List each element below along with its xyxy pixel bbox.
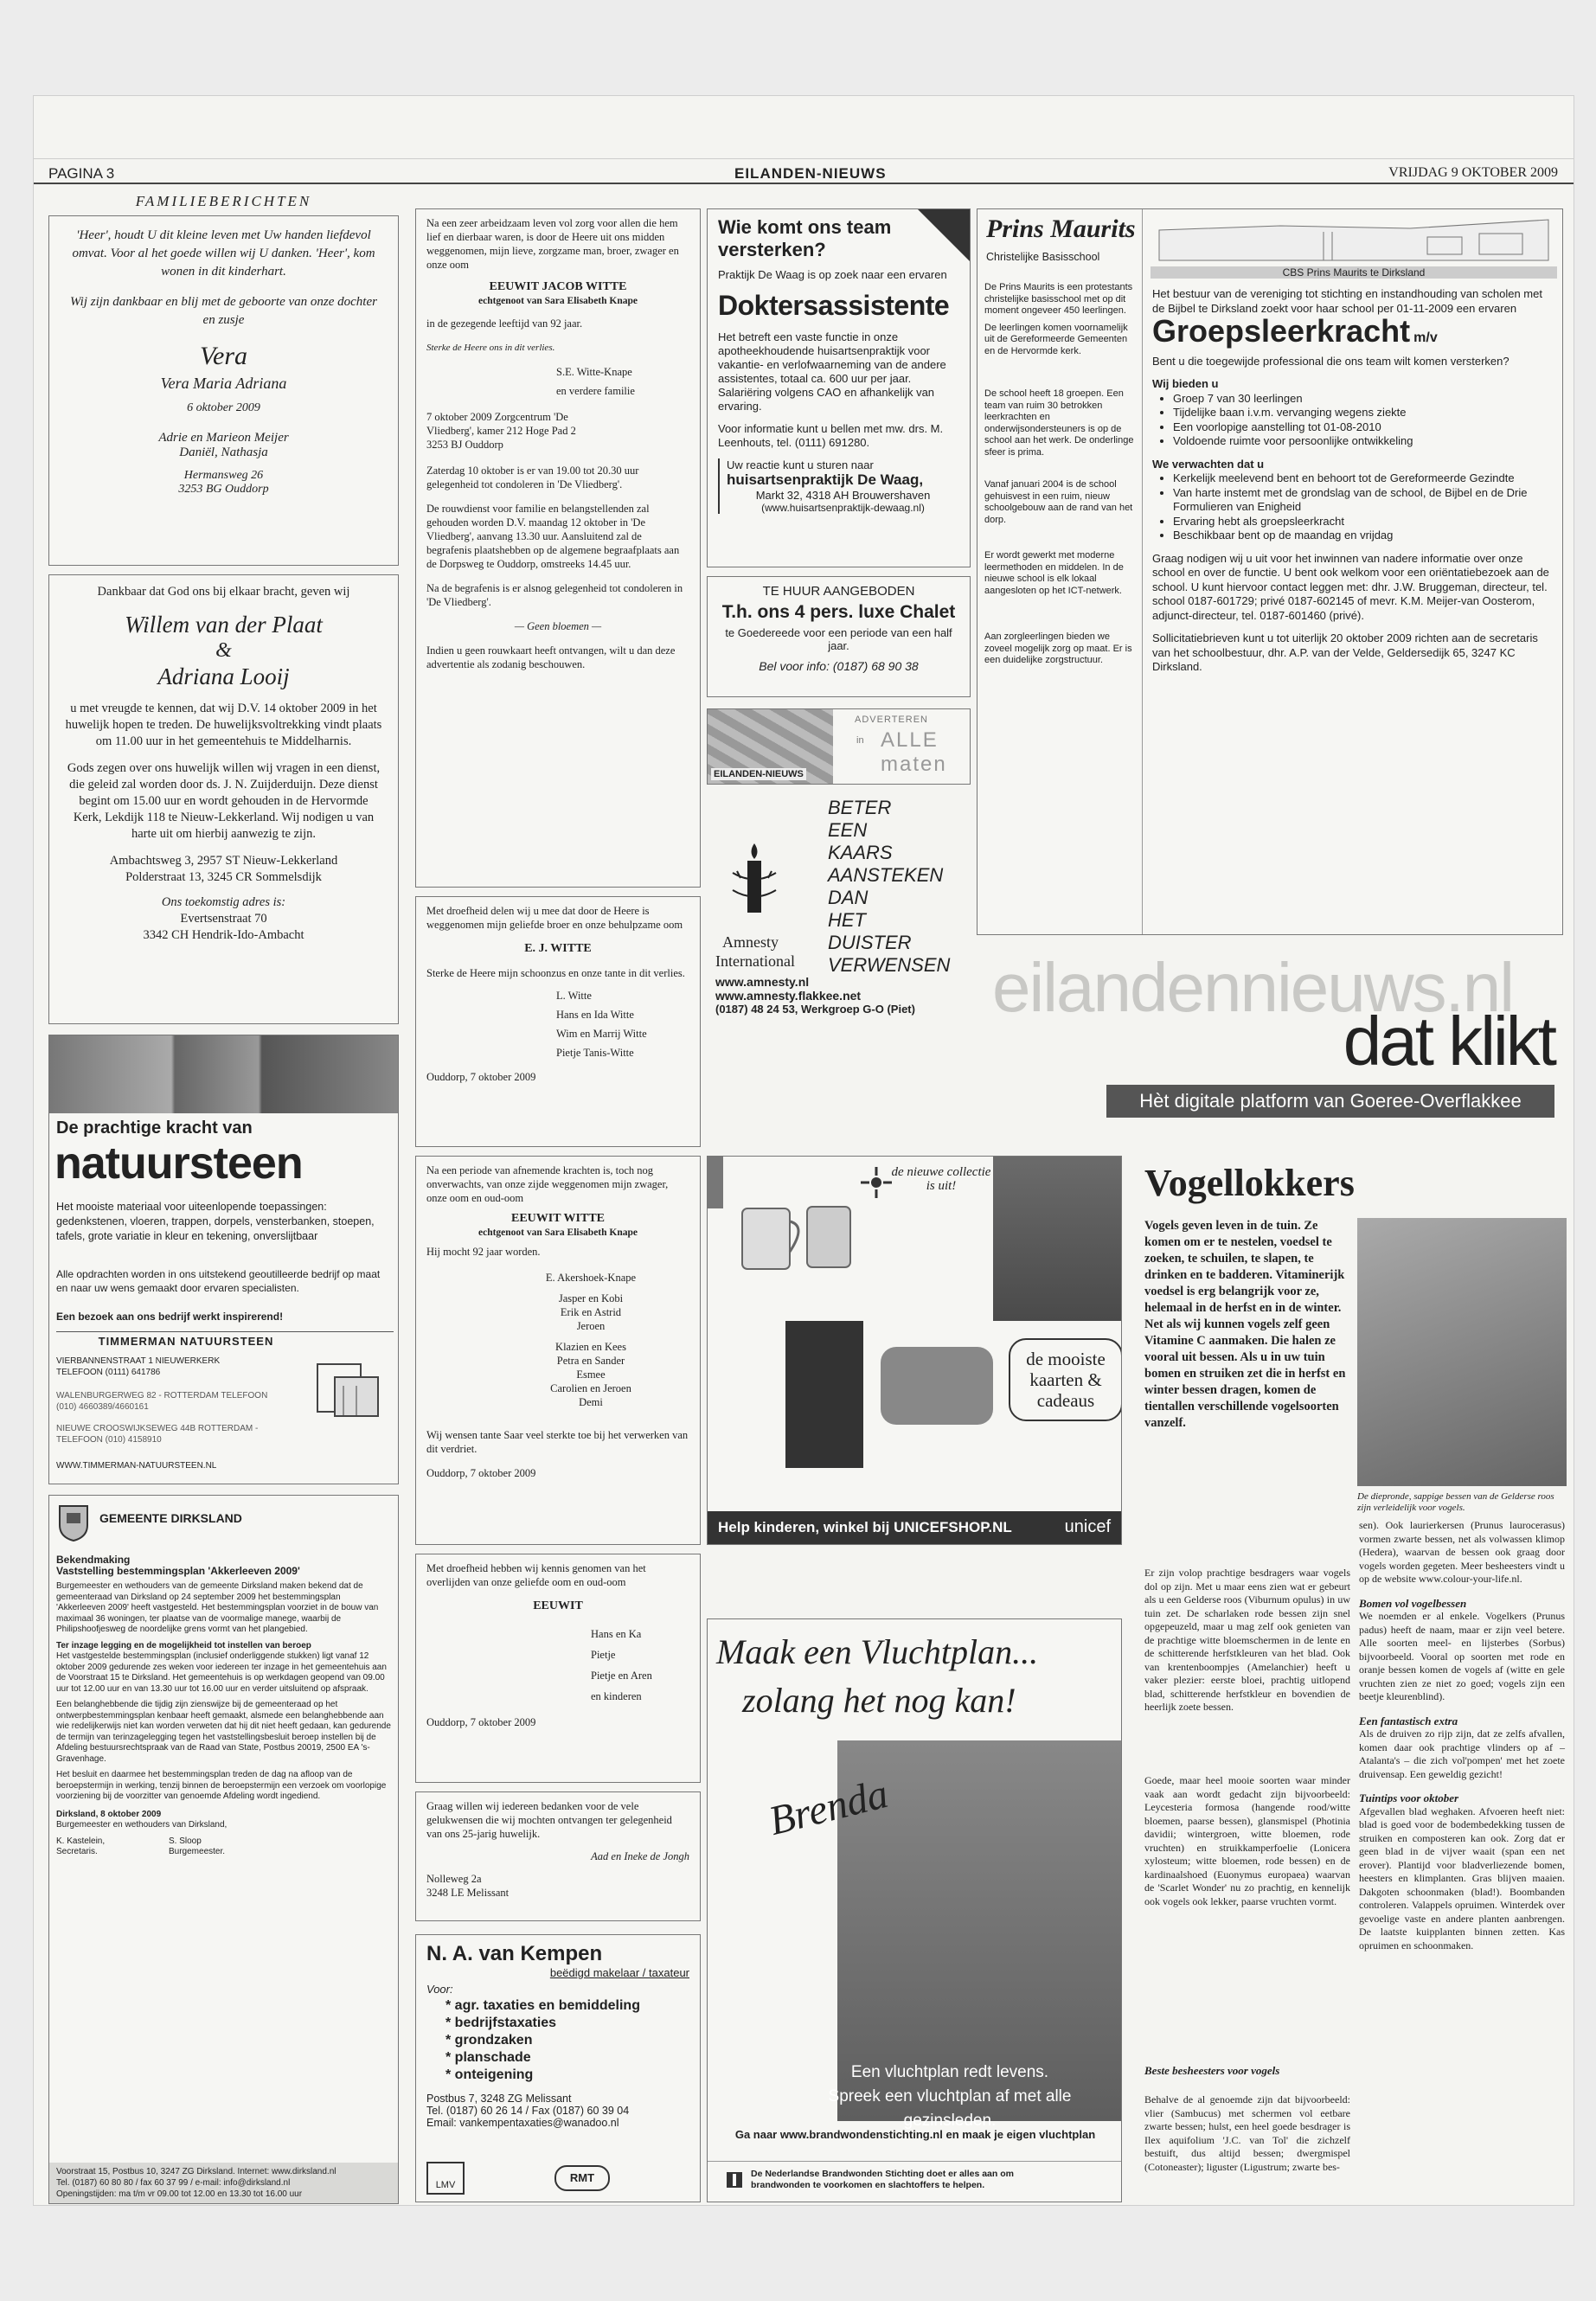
rmt-logo-text: RMT (569, 2171, 595, 2184)
waag-title: Doktersassistente (718, 290, 950, 321)
notice-p2: Het vastgestelde bestemmingsplan (inclusief onderliggende stukken) ligt vanaf 12 oktober 2009 gedurende zes weken voor iedereen ter inzage in het gemeentehuis aan de Voorstraat 15 te Dirksland. Het gemeentehuis is op werkdagen geopend van 09.00 uur tot 12.00 uur en van 13.30 uur tot 16.00 uur en verder uitsluitend op afspraak. (56, 1651, 387, 1694)
gemeente-notice (48, 1495, 399, 2204)
child-photo (993, 1157, 1122, 1321)
unicef-side-strip (708, 1157, 723, 1208)
stone-company: TIMMERMAN NATUURSTEEN (98, 1335, 274, 1348)
school-expect-list (1152, 471, 1555, 543)
wedding-text: u met vreugde te kennen, dat wij D.V. 14 oktober 2009 in het huwelijk hopen te treden. De huwelijksvoltrekking vindt plaats om 11.00 uur in het gemeentehuis te Middelharnis. (65, 702, 382, 748)
obit1-sig-2: en verdere familie (556, 385, 635, 397)
birth-city: 3253 BG Ouddorp (178, 483, 269, 496)
article-h1: Beste besheesters voor vogels (1144, 2064, 1280, 2077)
unicef-ad (707, 1156, 1122, 1545)
school-s5: Er wordt gewerkt met moderne leermethoden en middelen. In de nieuwe school is elk lokaal aangesloten op het ICT-netwerk. (984, 550, 1124, 596)
advertise-ad (707, 708, 971, 785)
expect-1: • Kerkelijk meelevend bent en behoort tot de Gereformeerde Gezindte (1173, 471, 1555, 486)
parents: Adrie en Marieon Meijer (158, 431, 289, 445)
obit3-s1: E. Akershoek-Knape (545, 1272, 637, 1284)
ampersand: & (215, 639, 232, 662)
obit4-s3: Pietje en Aren (591, 1670, 652, 1682)
amnesty-org-2: International (715, 952, 795, 970)
notice-h3: Ter inzage legging en de mogelijkheid tot instellen van beroep (56, 1640, 311, 1650)
article-p1: Er zijn volop prachtige besdragers waar vogels dol op zijn. Met u maar eens zien wat er gebeurt als u een Gelderse roos (Viburnum opulus) in uw tuin zet. De scharlaken rode bessen zijn snel opgepeuzeld, maar u mag zelf ook genieten van de prachtige witte bloemschermen in de lente en de schitterende herfstkleuren van het blad. Ook van krentenboompjes (Amelanchier) heeft u vaker plezier: eerste bloei, prachtig uitlopend blad, schitterende herfstkleur en bovendien de heerlijk zoete bessen. (1144, 1567, 1350, 1713)
future-address-label: Ons toekomstig adres is: (161, 895, 286, 909)
school-left-panel (977, 209, 1143, 934)
birth-date: 6 oktober 2009 (187, 401, 260, 414)
obit2-place: Ouddorp, 7 oktober 2009 (426, 1071, 536, 1083)
obit1-verse: Sterke de Heere ons in dit verlies. (426, 343, 555, 353)
article-p6: Als de druiven zo rijp zijn, dat ze zelfs afvallen, komen daar ook prachtige vlinders op af – Atalanta's – die zich vol'pompen' met het zoete druivensap. Een geweldig gezicht! (1359, 1727, 1565, 1780)
obit4-s1: Hans en Ka (591, 1628, 642, 1640)
stone-address-2: WALENBURGERWEG 82 - ROTTERDAM TELEFOON (010) 4660389/4660161 (56, 1391, 268, 1412)
stone-text: Het mooiste materiaal voor uiteenlopende toepassingen: gedenkstenen, vloeren, trappen, dorpels, vensterbanken, stoepen, tafels, grote variatie in kleur en tekening, onverslijtbaar (56, 1201, 375, 1242)
kempen-service-2: * bedrijfstaxaties (445, 2016, 557, 2030)
stone-rule (56, 1331, 394, 1332)
thanks-sig: Aad en Ineke de Jongh (591, 1850, 689, 1862)
siblings: Daniël, Nathasja (179, 445, 268, 459)
advertise-l3: ALLE (881, 728, 939, 752)
kempen-service-3-label: grondzaken (454, 2033, 533, 2048)
obituary-witte-3 (415, 1156, 701, 1545)
school-s2: De leerlingen komen voornamelijk uit de Gereformeerde Gemeenten en de Hervormde kerk. (984, 322, 1128, 356)
school-question: Bent u die toegewijde professional die ons team wilt komen versterken? (1152, 354, 1509, 368)
section-title: FAMILIEBERICHTEN (135, 193, 312, 209)
obit3-s8: Carolien en Jeroen (550, 1382, 631, 1394)
thanks-address-1: Nolleweg 2a (426, 1873, 482, 1885)
vlucht-message (794, 2061, 1106, 2133)
kempen-voor: Voor: (426, 1983, 453, 1996)
banner-slogan: dat klikt (1343, 1003, 1554, 1080)
obit2-s4: Pietje Tanis-Witte (556, 1047, 634, 1059)
gemeente-name: GEMEENTE DIRKSLAND (99, 1511, 242, 1525)
slogan-6: HET (828, 909, 866, 931)
de-waag-vacancy (707, 208, 971, 567)
vlucht-footer (708, 2161, 1121, 2202)
obit4-s4: en kinderen (591, 1690, 642, 1702)
offer-2: • Tijdelijke baan i.v.m. vervanging wegens ziekte (1173, 406, 1555, 420)
article-p5: We noemden er al enkele. Vogelkers (Prunus padus) heeft de naam, maar er zijn veel betere. Alle soorten meel- en lijsterbes (Sorbus) bijvoorbeeld. Vooral op soorten met rode en oranje bessen komen de vogels af (witte en gele vruchten zien ze niet zo goed; vogels zijn een beetje kleurenblind). (1359, 1610, 1565, 1702)
amnesty-org-1: Amnesty (722, 933, 779, 951)
expect-4: • Beschikbaar bent op de maandag en vrijdag (1173, 529, 1555, 543)
obit4-s2: Pietje (591, 1649, 616, 1661)
vogellokkers-article (1134, 1156, 1567, 2202)
obit2-name: E. J. WITTE (524, 942, 592, 955)
unicef-brand: unicef (1064, 1517, 1111, 1536)
obit3-s9: Demi (579, 1396, 603, 1408)
lmv-logo (426, 2162, 465, 2195)
vlucht-footer-text: De Nederlandse Brandwonden Stichting doet er alles aan om brandwonden te voorkomen en slachtoffers te helpen. (751, 2169, 1014, 2190)
natuursteen-ad (48, 1035, 399, 1484)
mugs-icon (734, 1191, 872, 1286)
birth-announcement (48, 215, 399, 566)
obit1-age: in de gezegende leeftijd van 92 jaar. (426, 317, 583, 330)
obit1-flowers: — Geen bloemen — (514, 620, 602, 632)
unicef-badge: de nieuwe collectie is uit! (891, 1165, 991, 1193)
corner-triangle (918, 209, 970, 261)
expect-3: • Ervaring hebt als groepsleerkracht (1173, 515, 1555, 529)
gemeente-footer-3: Openingstijden: ma t/m vr 09.00 tot 12.00 en 13.30 tot 16.00 uur (56, 2189, 303, 2199)
school-offer-list (1152, 392, 1555, 449)
vlucht-web: Ga naar www.brandwondenstichting.nl en maak je eigen vluchtplan (734, 2128, 1096, 2141)
baby-fullname: Vera Maria Adriana (160, 375, 287, 392)
school-logo-sub: Christelijke Basisschool (986, 251, 1100, 263)
stone-web: WWW.TIMMERMAN-NATUURSTEEN.NL (56, 1461, 217, 1471)
kempen-sub: beëdigd makelaar / taxateur (549, 1966, 689, 1979)
article-title: Vogellokkers (1144, 1162, 1355, 1204)
article-p3: Behalve de al genoemde zijn dat bijvoorbeeld: vlier (Sambucus) met schermen vol eetbare zwarte bessen; hulst, een heel goede besdrager is Ilex aquifolium 'J.C. van Tol' die zichzelf bestuift, dus altijd bessen; dwergmispel (Cotoneaster); liguster (Ligustrum; zwarte bes- (1144, 2093, 1350, 2173)
slogan-8: VERWENSEN (828, 954, 951, 976)
obit3-place: Ouddorp, 7 oktober 2009 (426, 1467, 536, 1479)
kempen-address: Postbus 7, 3248 ZG Melissant (426, 2093, 572, 2105)
advertise-l2: in (856, 735, 864, 746)
birth-intro: Wij zijn dankbaar en blij met de geboorte van onze dochter en zusje (70, 295, 377, 327)
expect-2: • Van harte instemt met de grondslag van de school, de Bijbel en de Drie Formulieren van Enigheid (1173, 486, 1555, 515)
obit1-sig-1: S.E. Witte-Knape (556, 366, 632, 378)
advertise-l4: maten (881, 753, 947, 776)
baby-name: Vera (200, 342, 247, 370)
school-caption: CBS Prins Maurits te Dirksland (1151, 266, 1557, 279)
waag-question: Wie komt ons team versterken? (718, 216, 892, 260)
amnesty-ad (707, 795, 971, 1016)
obit2-text: Met droefheid delen wij u mee dat door de Heere is weggenomen mijn geliefde broer en onze behulpzame oom (426, 905, 683, 931)
waag-react: Uw reactie kunt u sturen naar (727, 458, 874, 471)
gemeente-footer-1: Voorstraat 15, Postbus 10, 3247 ZG Dirksland. Internet: www.dirksland.nl (56, 2167, 337, 2176)
stone-address-1: VIERBANNENSTRAAT 1 NIEUWERKERK TELEFOON (0111) 641786 (56, 1356, 221, 1377)
obit3-wish: Wij wensen tante Saar veel sterkte toe bij het verwerken van dit verdriet. (426, 1429, 689, 1455)
obit1-after: Na de begrafenis is er alsnog gelegenheid tot condoleren in 'De Vliedberg'. (426, 582, 683, 608)
school-vacancy (977, 208, 1563, 935)
vlucht-name: Brenda (764, 1770, 893, 1845)
notice-h2: Vaststelling bestemmingsplan 'Akkerleeven 2009' (56, 1564, 300, 1577)
header-rule (34, 183, 1574, 184)
rmt-logo (554, 2165, 610, 2191)
slogan-4: AANSTEKEN (828, 864, 944, 886)
slogan-3: KAARS (828, 842, 893, 863)
advertise-l1: ADVERTEREN (855, 715, 928, 725)
birth-street: Hermansweg 26 (183, 469, 264, 482)
van-kempen-ad (415, 1934, 701, 2202)
obit4-text: Met droefheid hebben wij kennis genomen van het overlijden van onze geliefde oom en oud-oom (426, 1562, 646, 1588)
school-contact: Graag nodigen wij u uit voor het inwinnen van nadere informatie over onze school en over de functie. U bent ook welkom voor een oriëntatiebezoek aan de school. U kunt hiervoor contact leggen met: dhr. J.W. Bruggeman, directeur, tel. school 0187-601729; privé 0187-602145 of mevr. K.M. Meijer-van Oosterom, adjunct-directeur, tel. 0187-601460 (privé). (1152, 551, 1549, 622)
vluchtplan-ad (707, 1618, 1122, 2202)
obituary-witte-1 (415, 208, 701, 888)
stone-logo-icon (309, 1356, 387, 1425)
notice-mayor: S. Sloop Burgemeester. (169, 1836, 226, 1856)
newspaper-page (33, 95, 1574, 2206)
toy-car (881, 1347, 993, 1425)
school-mv: m/v (1413, 330, 1438, 345)
waag-intro: Praktijk De Waag is op zoek naar een ervaren (718, 268, 947, 281)
stone-visit: Een bezoek aan ons bedrijf werkt inspirerend! (56, 1311, 284, 1323)
chalet-title: T.h. ons 4 pers. luxe Chalet (721, 602, 956, 622)
thanks-text: Graag willen wij iedereen bedanken voor de vele gelukwensen die wij mochten ontvangen ter gelegenheid van ons 25-jarig huwelijk. (426, 1800, 672, 1840)
school-expect-heading: We verwachten dat u (1152, 457, 1265, 471)
wedding-intro: Dankbaar dat God ons bij elkaar bracht, geven wij (97, 585, 350, 599)
obit3-s2: Jasper en Kobi (558, 1292, 624, 1304)
chalet-heading: TE HUUR AANGEBODEN (762, 584, 915, 599)
groom-name: Willem van der Plaat (125, 612, 323, 638)
obit1-name: EEUWIT JACOB WITTE (489, 280, 627, 293)
stone-title: natuursteen (54, 1138, 303, 1189)
chalet-info: Bel voor info: (0187) 68 90 38 (759, 659, 919, 673)
obit4-place: Ouddorp, 7 oktober 2009 (426, 1716, 536, 1728)
kempen-service-5: * onteigening (445, 2067, 534, 2082)
wedding-service: Gods zegen over ons huwelijk willen wij vragen in een dienst, die geleid zal worden door ds. J. N. Zuijderduijn. Deze dienst begint om 15.00 uur en wordt gehouden in de Hervormde Kerk, Lekdijk 118 te Nieuw-Lekkerland. Wij nodigen u van harte uit om hierbij aanwezig te zijn. (67, 761, 381, 841)
reindeer-card (785, 1321, 863, 1468)
obit1-service: De rouwdienst voor familie en belangstellenden zal gehouden worden D.V. maandag 12 oktober in 'De Vliedberg', aanvang 13.30 uur. Aansluitend zal de begrafenis plaatshebben op de algemene begraafplaats aan de Dorpsweg te Ouddorp, omstreeks 14.45 uur. (426, 503, 680, 570)
vlucht-title-2: zolang het nog kan! (742, 1681, 1016, 1720)
issue-date: VRIJDAG 9 OKTOBER 2009 (1388, 165, 1558, 180)
stone-address-3: NIEUWE CROOSWIJKSEWEG 44B ROTTERDAM - TELEFOON (010) 4158910 (56, 1424, 259, 1445)
waag-name: huisartsenpraktijk De Waag, (727, 471, 924, 488)
obit3-s3: Erik en Astrid (560, 1306, 622, 1318)
obit2-s2: Hans en Ida Witte (556, 1009, 634, 1021)
article-p4: sen). Ook laurierkersen (Prunus laurocerasus) vormen zwarte bessen, net als volwassen klimop (Hedera), waarvan de bessen ook graag door vogels worden gegeten. Meer besheesters vindt u op de website www.colour-your-life.nl. (1359, 1519, 1565, 1585)
stone-text-2: Alle opdrachten worden in ons uitstekend geoutilleerde bedrijf op maat en naar uw wens gemaakt door ervaren specialisten. (56, 1268, 381, 1294)
obit1-visit: Zaterdag 10 oktober is er van 19.00 tot 20.30 uur gelegenheid tot condoleren in 'De Vliedberg'. (426, 465, 639, 490)
obituary-witte-4 (415, 1554, 701, 1783)
chalet-text: te Goedereede voor een periode van een half jaar. (725, 626, 952, 652)
amnesty-web-2: www.amnesty.flakkee.net (715, 989, 862, 1003)
school-s1: De Prins Maurits is een protestants christelijke basisschool met op dit moment ongeveer 450 leerlingen. (984, 282, 1133, 316)
obit1-text: Na een zeer arbeidzaam leven vol zorg voor allen die hem lief en dierbaar waren, is door de Heere uit ons midden weggenomen, mijn lieve, zorgzame man, broer, zwager en onze oom (426, 217, 679, 271)
eilandennieuws-banner (977, 948, 1563, 1138)
notice-sign-2: Burgemeester en wethouders van Dirksland, (56, 1820, 228, 1830)
brandwonden-logo-icon (725, 2170, 744, 2189)
kempen-service-4: * planschade (445, 2050, 531, 2065)
notice-secretary: K. Kastelein, Secretaris. (56, 1836, 106, 1856)
stairs-photo (49, 1035, 398, 1113)
school-s3: De school heeft 18 groepen. Een team van ruim 30 betrokken leerkrachten en onderwijsondersteuners is op de school aan het werk. De onderlinge sfeer is prima. (984, 388, 1134, 458)
obit3-s4: Jeroen (576, 1320, 606, 1332)
vlucht-msg-1: Een vluchtplan redt levens. (850, 2063, 1049, 2081)
unicef-cards: de mooiste kaarten & cadeaus (1009, 1338, 1122, 1421)
page-top-margin (34, 96, 1574, 159)
school-intro: Het bestuur van de vereniging tot stichting en instandhouding van scholen met de Bijbel te Dirksland zoekt voor haar school per 01-11-2009 een ervaren (1152, 287, 1542, 315)
candle-barbed-wire-icon (724, 838, 785, 925)
lmv-logo-text: LMV (435, 2180, 456, 2190)
thanks-address-2: 3248 LE Melissant (426, 1887, 510, 1899)
notice-p3: Een belanghebbende die tijdig zijn zienswijze bij de gemeenteraad op het ontwerpbestemmingsplan kenbaar heeft gemaakt, alsmede een belanghebbende aan wie redelijkerwijs niet kan worden verweten dat hij dit niet heeft gedaan, kan gedurende de termijn van terinzagelegging tegen het vaststellingsbesluit beroep instellen bij de Afdeling bestuursrechtspraak van de Raad van State, Postbus 20019, 2500 EA 's-Gravenhage. (56, 1700, 391, 1764)
wedding-announcement (48, 574, 399, 1024)
banner-domain: eilandennieuws.nl (992, 949, 1514, 1026)
future-address-2: 3342 CH Hendrik-Ido-Ambacht (143, 928, 304, 942)
article-h2: Bomen vol vogelbessen (1359, 1596, 1467, 1610)
amnesty-web-1: www.amnesty.nl (715, 975, 810, 989)
school-offer-heading: Wij bieden u (1152, 377, 1219, 390)
obituary-witte-2 (415, 896, 701, 1147)
banner-tagline: Hèt digitale platform van Goeree-Overflakkee (1106, 1085, 1554, 1118)
school-logo: Prins Maurits (986, 215, 1136, 243)
article-h4: Tuintips voor oktober (1359, 1791, 1459, 1804)
kempen-phone: Tel. (0187) 60 26 14 / Fax (0187) 60 39 04 (426, 2105, 630, 2117)
vlucht-msg-2: Spreek een vluchtplan af met alle gezinsleden. (828, 2087, 1072, 2130)
birth-verse: 'Heer', houdt U dit kleine leven met Uw handen liefdevol omvat. Voor al het goede willen wij U danken. 'Heer', kom wonen in dit kinderhart. (72, 228, 375, 279)
chalet-ad (707, 576, 971, 697)
kempen-service-3: * grondzaken (445, 2033, 533, 2048)
slogan-7: DUISTER (828, 932, 912, 953)
offer-4: • Voldoende ruimte voor persoonlijke ontwikkeling (1173, 434, 1555, 449)
obit3-s5: Klazien en Kees (555, 1341, 626, 1353)
obit3-text: Na een periode van afnemende krachten is, toch nog onverwachts, van onze zijde weggenomen mijn zwager, onze oom en oud-oom (426, 1164, 669, 1204)
slogan-5: DAN (828, 887, 869, 908)
waag-web: (www.huisartsenpraktijk-dewaag.nl) (761, 502, 925, 514)
kempen-service-5-label: onteigening (454, 2067, 534, 2082)
school-application: Sollicitatiebrieven kunt u tot uiterlijk 20 oktober 2009 richten aan de secretaris van het schoolbestuur, dhr. A.P. van der Velde, Geldersedijk 65, 3247 KC Dirksland. (1152, 631, 1538, 673)
offer-3: • Een voorlopige aanstelling tot 01-08-2010 (1173, 420, 1555, 435)
kempen-name: N. A. van Kempen (426, 1942, 603, 1965)
offer-1: • Groep 7 van 30 leerlingen (1173, 392, 1555, 407)
notice-p4: Het besluit en daarmee het bestemmingsplan treden de dag na afloop van de beroepstermijn in werking, tenzij binnen de beroepstermijn een verzoek om voorlopige voorziening bij de voorzitter van genoemde Afdeling wordt ingediend. (56, 1770, 387, 1801)
flower-icon (859, 1165, 894, 1200)
obit2-verse: Sterke de Heere mijn schoonzus en onze tante in dit verlies. (426, 967, 685, 979)
gemeente-footer (49, 2163, 398, 2203)
photo-caption: De diepronde, sappige bessen van de Gelderse roos zijn verleidelijk voor vogels. (1357, 1491, 1554, 1513)
waag-address: Markt 32, 4318 AH Brouwershaven (755, 489, 931, 502)
kempen-email: Email: vankempentaxaties@wanadoo.nl (426, 2117, 619, 2129)
school-title-line (1152, 313, 1555, 349)
obit1-place: 7 oktober 2009 Zorgcentrum 'De Vliedberg', kamer 212 Hoge Pad 2 3253 BJ Ouddorp (426, 411, 576, 451)
obit3-age: Hij mocht 92 jaar worden. (426, 1246, 541, 1258)
school-s4: Vanaf januari 2004 is de school gehuisvest in een ruim, nieuw schoolgebouw aan de rand van het dorp. (984, 479, 1133, 525)
stone-kicker: De prachtige kracht van (56, 1118, 253, 1138)
bride-name: Adriana Looij (157, 663, 290, 689)
advertise-brand: EILANDEN-NIEUWS (711, 768, 806, 780)
obit1-spouse: echtgenoot van Sara Elisabeth Knape (478, 296, 638, 306)
municipal-crest-icon (56, 1501, 91, 1542)
obit2-s3: Wim en Marrij Witte (556, 1028, 647, 1040)
wedding-address-1: Ambachtsweg 3, 2957 ST Nieuw-Lekkerland (109, 854, 338, 868)
masthead: EILANDEN-NIEUWS (734, 165, 887, 182)
amnesty-phone: (0187) 48 24 53, Werkgroep G-O (Piet) (715, 1003, 915, 1016)
amnesty-slogan (828, 797, 950, 977)
slogan-1: BETER (828, 797, 892, 818)
kempen-service-1-label: agr. taxaties en bemiddeling (454, 1998, 640, 2013)
obit4-name: EEUWIT (533, 1599, 583, 1612)
gemeente-footer-2: Tel. (0187) 60 80 80 / fax 60 37 99 / e-mail: info@dirksland.nl (56, 2178, 291, 2188)
unicef-footer (708, 1511, 1121, 1544)
slogan-2: EEN (828, 819, 868, 841)
thanks-notice (415, 1791, 701, 1921)
waag-text: Het betreft een vaste functie in onze apotheekhoudende huisartsenpraktijk voor vakantie- en verlofwaarneming van de andere assistentes, totaal ca. 600 uur per jaar. Salariëring volgens CAO en afhankelijk van ervaring. (718, 330, 946, 413)
obit3-s6: Petra en Sander (556, 1355, 625, 1367)
wedding-address-2: Polderstraat 13, 3245 CR Sommelsdijk (125, 870, 322, 884)
kempen-service-4-label: planschade (454, 2050, 531, 2065)
notice-p1: Burgemeester en wethouders van de gemeente Dirksland maken bekend dat de gemeenteraad van Dirksland op 24 september 2009 het bestemmingsplan 'Akkerleeven 2009' heeft vastgesteld. Het bestemmingsplan voorziet in de bouw van maximaal 36 woningen, ter plaatse van de voormalige manege, waarbij de Philipshoofjesweg de noordelijke grens vormt van het plangebied. (56, 1581, 379, 1634)
school-building-drawing (1151, 213, 1557, 266)
article-p2: Goede, maar heel mooie soorten waar minder vaak aan wordt gedacht zijn bijvoorbeeld: Leycesteria formosa (hangende rood/witte bloemen, paarse bessen), glansmispel (Photinia davidii; wintergroen, witte bloemen, rode vruchten) en struikkamperfoelie (Lonicera xylosteum; witte bloemen, rode bessen) en de kardinaalshoed (Euonymus europaea) waarvan de 'Scarlet Wonder' nu zo prachtig, en kennelijk ook vogels ook lekker, paarse vruchten vormt. (1144, 1774, 1350, 1907)
obit3-spouse: echtgenoot van Sara Elisabeth Knape (478, 1227, 638, 1238)
school-title: Groepsleerkracht (1152, 313, 1411, 349)
notice-sign: Dirksland, 8 oktober 2009 (56, 1809, 162, 1819)
kempen-service-2-label: bedrijfstaxaties (454, 2016, 557, 2030)
article-h3: Een fantastisch extra (1359, 1714, 1458, 1727)
notice-h1: Bekendmaking (56, 1554, 131, 1566)
obit2-s1: L. Witte (556, 990, 592, 1002)
bench-photo (1357, 1218, 1567, 1486)
article-lead: Vogels geven leven in de tuin. Ze komen om er te nestelen, voedsel te zoeken, te schuilen, te slapen, te drinken en te badderen. Vitaminerijk voedsel is erg belangrijk voor ze, helemaal in de herfst en in de winter. Net als wij kunnen vogels zelf geen Vitamine C aanmaken. Die halen ze vooral uit bessen. Als u in uw tuin bomen en struiken zet die in herfst en winter bessen dragen, komen de tientallen verschillende vogelsoorten vanzelf. (1144, 1219, 1346, 1430)
vlucht-title-1: Maak een Vluchtplan... (716, 1632, 1039, 1671)
school-s6: Aan zorgleerlingen bieden we zoveel mogelijk zorg op maat. Er is een duidelijke zorgstructuur. (984, 631, 1132, 665)
obit3-s7: Esmee (576, 1368, 606, 1381)
unicef-footer-text: Help kinderen, winkel bij UNICEFSHOP.NL (718, 1519, 1012, 1535)
obit3-name: EEUWIT WITTE (510, 1212, 606, 1225)
kempen-service-1: * agr. taxaties en bemiddeling (445, 1998, 640, 2013)
future-address-1: Evertsenstraat 70 (180, 912, 267, 926)
page-number: PAGINA 3 (48, 165, 115, 182)
obit1-note: Indien u geen rouwkaart heeft ontvangen, wilt u dan deze advertentie als zodanig beschouwen. (426, 644, 676, 670)
waag-info: Voor informatie kunt u bellen met mw. drs. M. Leenhouts, tel. (0111) 691280. (718, 422, 944, 449)
article-p7: Afgevallen blad weghaken. Afvoeren heeft niet: blad is goed voor de bodembedekking tussen de struiken en composteren kan ook. Zorg dat er geen blad in de vijver waait (span een net erover). Plantijd voor bladverliezende bomen, heesters en klimplanten. Gras blijven maaien. Dakgoten schoonmaken (blad!). Boombanden controleren. Valappels opruimen. Winterdek over gevoelige vaste en andere planten aanbrengen. De laatste kuipplanten binnen zetten. Kas opruimen en schoonmaken. (1359, 1804, 1565, 1952)
